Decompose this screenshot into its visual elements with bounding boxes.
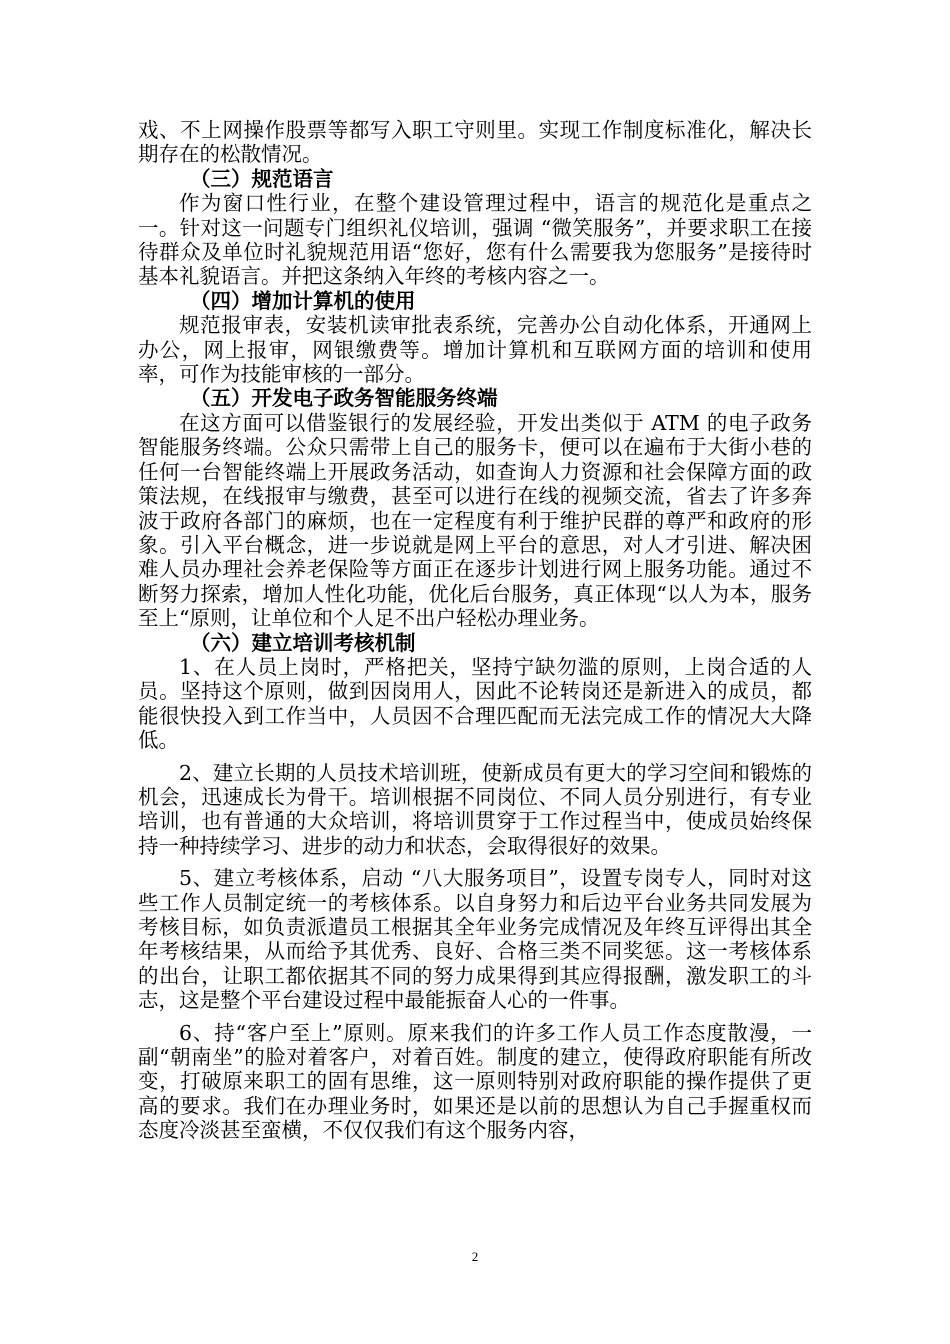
paragraph-item-5: 5、建立考核体系，启动 “八大服务项目”，设置专岗专人，同时对这些工作人员制定统一的考核体系。以自身努力和后边平台业务共同发展为考核目标，如负责派遣员工根据其全年业务完成情况及年终互评得出其全年考核结果，从而给予其优秀、良好、合格三类不同奖惩。这一考核体系的出台，让职工都依据其不同的努力成果得到其应得报酬，激发职工的斗志，这是整个平台建设过程中最能振奋人心的一件事。 [138,866,812,1013]
section-heading-5: （五）开发电子政务智能服务终端 [190,386,498,411]
paragraph-item-2: 2、建立长期的人员技术培训班，使新成员有更大的学习空间和锻炼的机会，迅速成长为骨干。培训根据不同岗位、不同人员分别进行，有专业培训，也有普通的大众培训，将培训贯穿于工作过程当中，使成员始终保持一种持续学习、进步的动力和状态，会取得很好的效果。 [138,760,812,858]
paragraph-item-1: 1、在人员上岗时，严格把关，坚持宁缺勿滥的原则，上岗合适的人员。坚持这个原则，做到因岗用人，因此不论转岗还是新进入的成员，都能很快投入到工作当中，人员因不合理匹配而无法完成工作的情况大大降低。 [138,654,812,753]
section-heading-4: （四）增加计算机的使用 [190,288,416,313]
document-body [138,118,812,1143]
paragraph-continued: 戏、不上网操作股票等都写入职工守则里。实现工作制度标准化，解决长期存在的松散情况。 [138,118,812,167]
section-heading-3: （三）规范语言 [190,166,334,191]
page-number: 2 [471,1249,479,1264]
section-heading-6: （六）建立培训考核机制 [190,630,416,655]
paragraph-e-gov-terminal: 在这方面可以借鉴银行的发展经验，开发出类似于 ATM 的电子政务智能服务终端。公众只需带上自己的服务卡，便可以在遍布于大街小巷的任何一台智能终端上开展政务活动，如查询人力资源和社会保障方面的政策法规，在线报审与缴费，甚至可以进行在线的视频交流，省去了许多奔波于政府各部门的麻烦，也在一定程度有利于维护民群的尊严和政府的形象。引入平台概念，进一步说就是网上平台的意思，对人才引进、解决困难人员办理社会养老保险等方面正在逐步计划进行网上服务功能。通过不断努力探索，增加人性化功能，优化后台服务，真正体现“以人为本，服务至上“原则，让单位和个人足不出户轻松办理业务。 [138,410,812,631]
paragraph-computer-use: 规范报审表，安装机读审批表系统，完善办公自动化体系，开通网上办公，网上报审，网银缴费等。增加计算机和互联网方面的培训和使用率，可作为技能审核的一部分。 [138,313,812,387]
paragraph-standard-language: 作为窗口性行业，在整个建设管理过程中，语言的规范化是重点之一。针对这一问题专门组织礼仪培训，强调 “微笑服务”，并要求职工在接待群众及单位时礼貌规范用语“您好，您有什么需要我为您服务”是接待时基本礼貌语言。并把这条纳入年终的考核内容之一。 [138,191,812,289]
paragraph-item-6: 6、持“客户至上”原则。原来我们的许多工作人员工作态度散漫，一副“朝南坐”的脸对着客户，对着百姓。制度的建立，使得政府职能有所改变，打破原来职工的固有思维，这一原则特别对政府职能的操作提供了更高的要求。我们在办理业务时，如果还是以前的思想认为自己手握重权而态度冷淡甚至蛮横，不仅仅我们有这个服务内容， [138,1020,812,1143]
